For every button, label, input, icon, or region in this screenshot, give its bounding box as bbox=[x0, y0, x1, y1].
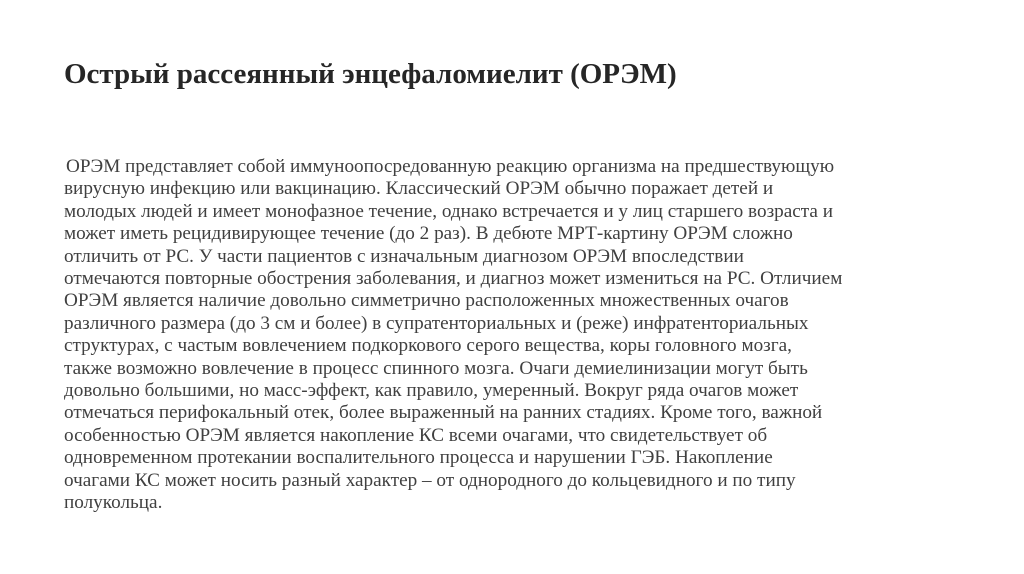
body-line: молодых людей и имеет монофазное течение, однако встречается и у лиц старшего возраста и bbox=[64, 200, 833, 222]
body-line: структурах, с частым вовлечением подкоркового серого вещества, коры головного мозга, bbox=[64, 335, 792, 357]
body-line: может иметь рецидивирующее течение (до 2 раз). В дебюте МРТ-картину ОРЭМ сложно bbox=[64, 223, 793, 245]
body-line: ОРЭМ представляет собой иммуноопосредованную реакцию организма на предшествующую bbox=[66, 156, 835, 177]
slide-body-text bbox=[64, 156, 954, 515]
body-line: полукольца. bbox=[64, 492, 163, 514]
body-line: очагами КС может носить разный характер – от однородного до кольцевидного и по типу bbox=[64, 469, 796, 491]
body-line: довольно большими, но масс-эффект, как правило, умеренный. Вокруг ряда очагов может bbox=[64, 380, 799, 402]
slide-title: Острый рассеянный энцефаломиелит (ОРЭМ) bbox=[64, 58, 677, 90]
body-line: отмечаться перифокальный отек, более выраженный на ранних стадиях. Кроме того, важной bbox=[64, 402, 823, 424]
body-line: отмечаются повторные обострения заболевания, и диагноз может измениться на РС. Отличием bbox=[64, 268, 843, 290]
body-line: одновременном протекании воспалительного процесса и нарушении ГЭБ. Накопление bbox=[64, 447, 773, 469]
body-line: различного размера (до 3 см и более) в супратенториальных и (реже) инфратенториальных bbox=[64, 312, 809, 334]
body-line: отличить от РС. У части пациентов с изначальным диагнозом ОРЭМ впоследствии bbox=[64, 245, 744, 267]
body-line: вирусную инфекцию или вакцинацию. Классический ОРЭМ обычно поражает детей и bbox=[64, 178, 774, 200]
body-line: ОРЭМ является наличие довольно симметрично расположенных множественных очагов bbox=[64, 290, 789, 312]
body-line: особенностью ОРЭМ является накопление КС всеми очагами, что свидетельствует об bbox=[64, 424, 768, 446]
body-line: также возможно вовлечение в процесс спинного мозга. Очаги демиелинизации могут быть bbox=[64, 357, 808, 379]
